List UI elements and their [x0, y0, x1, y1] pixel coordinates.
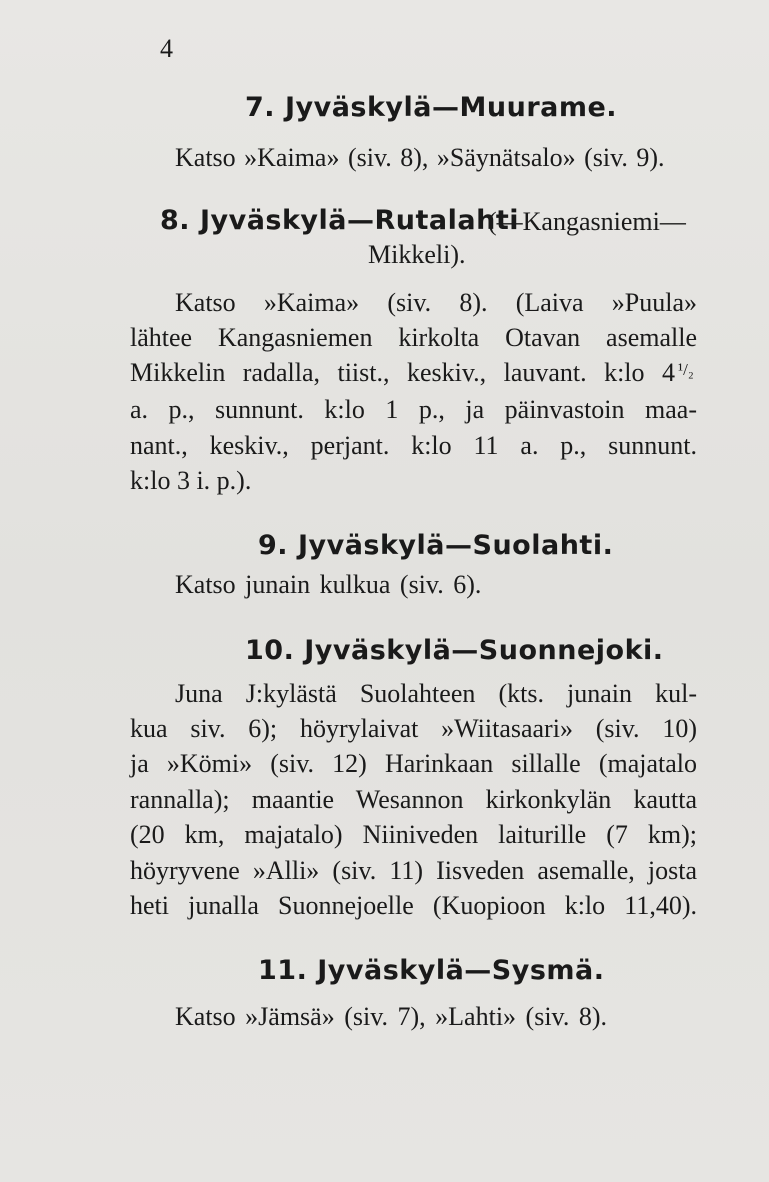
section-10-heading: 10. Jyväskylä—Suonnejoki. [245, 635, 664, 666]
section-7-heading: 7. Jyväskylä—Muurame. [245, 92, 618, 123]
section-10-line-2: kua siv. 6); höyrylaivat »Wiitasaari» (siv. 10) [130, 714, 697, 743]
section-8-line-5: nant., keskiv., perjant. k:lo 11 a. p., sunnunt. [130, 431, 697, 460]
section-10-line-7: heti junalla Suonnejoelle (Kuopioon k:lo 11,40). [130, 891, 697, 920]
page-number: 4 [160, 34, 173, 63]
section-7-text: Katso »Kaima» (siv. 8), »Säynätsalo» (siv. 9). [175, 143, 665, 172]
section-8-line-1: Katso »Kaima» (siv. 8). (Laiva »Puula» [175, 288, 697, 317]
section-8-line-2: lähtee Kangasniemen kirkolta Otavan asemalle [130, 323, 697, 352]
section-11-text: Katso »Jämsä» (siv. 7), »Lahti» (siv. 8). [175, 1002, 608, 1031]
section-8-fraction: ¹/₂ [678, 360, 694, 379]
section-10-line-3: ja »Kömi» (siv. 12) Harinkaan sillalle (majatalo [130, 749, 697, 778]
section-8-line-4: a. p., sunnunt. k:lo 1 p., ja päinvastoin maa- [130, 395, 697, 424]
section-9-heading: 9. Jyväskylä—Suolahti. [258, 530, 614, 561]
section-10-line-1: Juna J:kylästä Suolahteen (kts. junain kul- [175, 679, 697, 708]
section-8-heading-line2: Mikkeli). [368, 240, 466, 269]
section-10-line-6: höyryvene »Alli» (siv. 11) Iisveden asemalle, josta [130, 856, 697, 885]
section-10-line-5: (20 km, majatalo) Niiniveden laiturille (7 km); [130, 820, 697, 849]
section-10-line-4: rannalla); maantie Wesannon kirkonkylän kautta [130, 785, 697, 814]
section-9-text: Katso junain kulkua (siv. 6). [175, 570, 482, 599]
section-8-heading-suffix: (—Kangasniemi— [488, 207, 686, 236]
section-8-heading: 8. Jyväskylä—Rutalahti [160, 205, 520, 236]
section-8-line-6: k:lo 3 i. p.). [130, 466, 252, 495]
section-11-heading: 11. Jyväskylä—Sysmä. [258, 955, 605, 986]
section-8-line-3: Mikkelin radalla, tiist., keskiv., lauvant. k:lo 4 [130, 358, 675, 387]
